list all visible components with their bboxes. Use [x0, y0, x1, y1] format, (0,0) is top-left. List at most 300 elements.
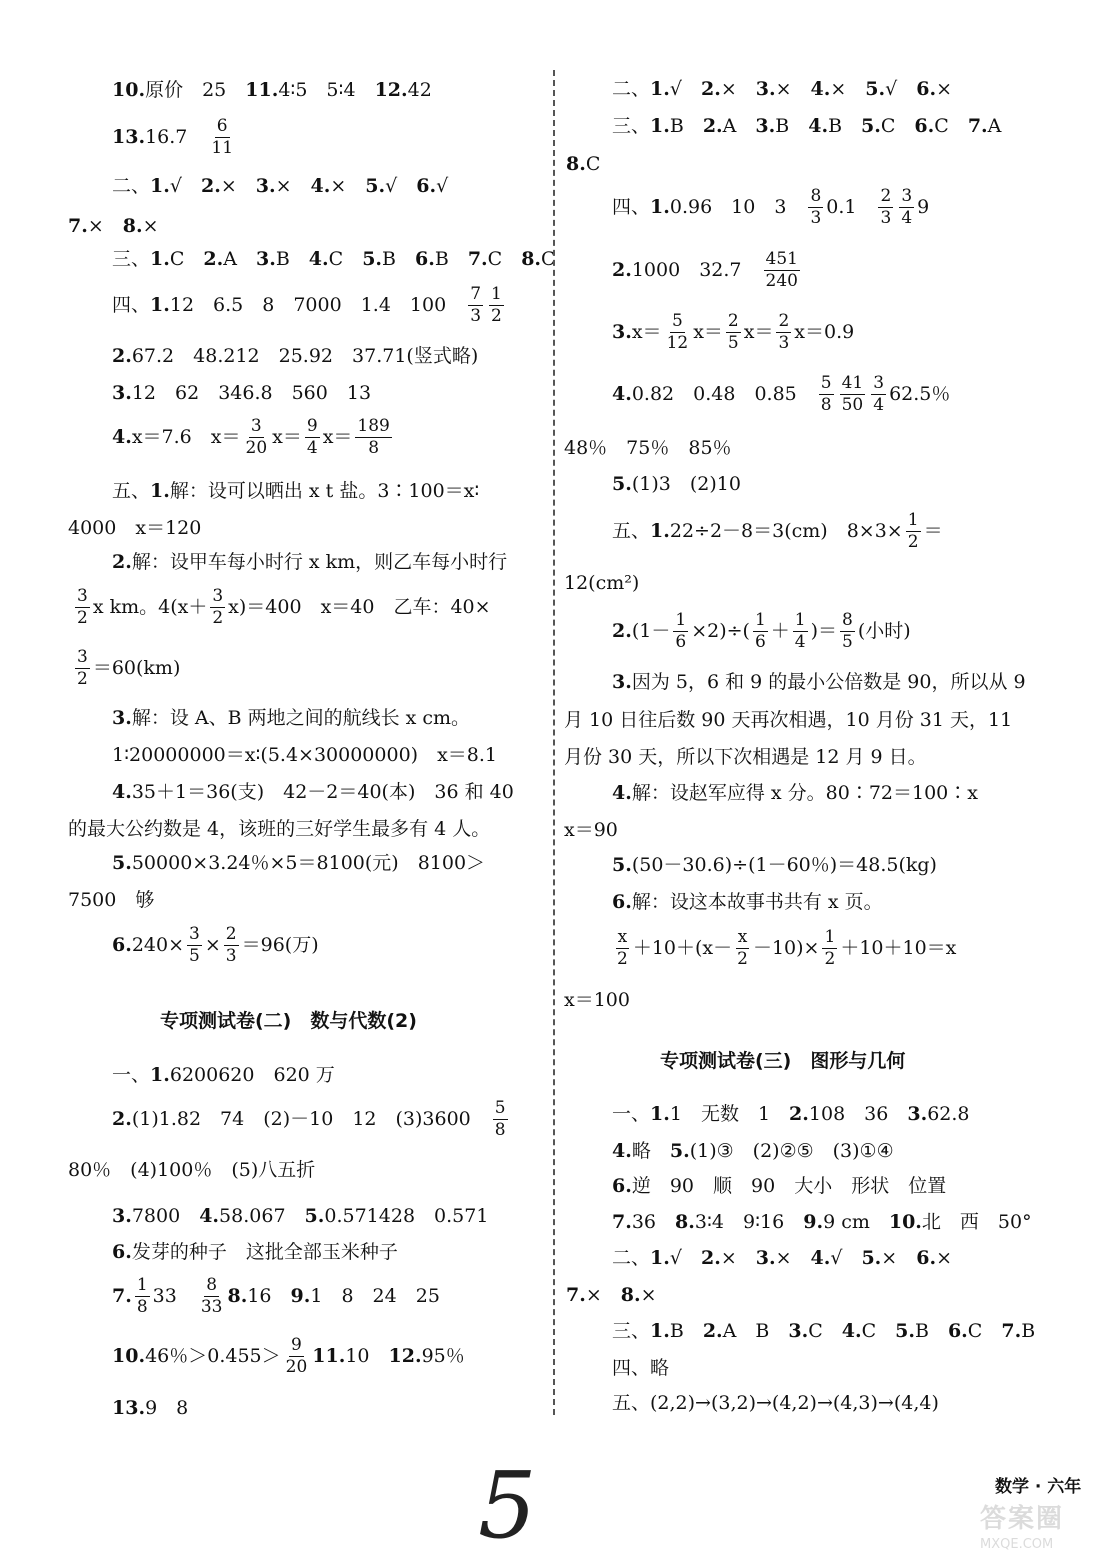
fraction-numerator: 3 [77, 647, 88, 667]
question-number: 2. [702, 1319, 723, 1342]
answer-line [72, 649, 180, 688]
question-number: 7. [467, 247, 488, 270]
fraction-numerator: 41 [841, 373, 864, 393]
fraction-denominator: 8 [820, 395, 832, 415]
answer-text: 四、略 [612, 1356, 670, 1379]
question-number: 7. [967, 114, 988, 137]
question-number: 3. [255, 247, 276, 270]
fraction-numerator: 451 [765, 249, 798, 269]
answer-text: 的最大公约数是 4，该班的三好学生最多有 4 人。 [68, 817, 491, 840]
fraction-numerator: x [617, 927, 628, 947]
answer-line [68, 518, 201, 538]
answer-text: 50000×3.24％×5＝8100(元) 8100＞ [131, 851, 486, 874]
fraction-denominator: 5 [842, 632, 853, 652]
answer-text: × [585, 1283, 621, 1306]
question-number: 4. [808, 114, 829, 137]
answer-text: 发芽的种子 这批全部玉米种子 [131, 1240, 398, 1263]
fraction [819, 375, 834, 414]
question-number: 3. [112, 381, 132, 404]
answer-text: 58.067 [219, 1204, 305, 1227]
answer-line [112, 926, 319, 965]
answer-text: x＝ [322, 426, 353, 448]
answer-text: × [775, 77, 811, 100]
question-number: 5. [304, 1204, 325, 1227]
fraction [822, 929, 837, 968]
answer-line [612, 612, 911, 651]
question-number: 1. [650, 1102, 670, 1125]
answer-text: 33 [152, 1285, 196, 1307]
fraction-denominator: 4 [901, 208, 913, 228]
question-number: 10. [112, 1345, 146, 1367]
fraction-numerator: 5 [494, 1098, 506, 1118]
answer-text: x＝90 [564, 818, 618, 841]
answer-text: C [934, 114, 968, 137]
answer-line [112, 1277, 440, 1316]
question-number: 6. [112, 1240, 132, 1263]
fraction-denominator: 240 [765, 271, 798, 291]
answer-text: x＝7.6 x＝ [131, 426, 241, 448]
question-number: 11. [312, 1345, 346, 1367]
fraction-numerator: 2 [880, 186, 892, 206]
question-number: 1. [650, 520, 670, 542]
answer-text: 北 西 50° [921, 1210, 1032, 1233]
fraction [224, 926, 239, 965]
question-number: 2. [112, 344, 132, 367]
fraction-denominator: 8 [368, 438, 380, 458]
answer-line [112, 745, 497, 765]
answer-text: 1 8 24 25 [310, 1285, 440, 1307]
fraction [135, 1277, 150, 1316]
answer-text: C [585, 152, 601, 175]
fraction [793, 612, 808, 651]
question-number: 6. [947, 1319, 968, 1342]
answer-text: 二、 [612, 77, 651, 100]
question-number: 1. [650, 1319, 670, 1342]
answer-line [68, 1160, 315, 1180]
fraction-numerator: 3 [189, 924, 200, 944]
answer-text: 12 6.5 8 7000 1.4 100 [169, 294, 466, 316]
question-number: 3. [755, 114, 776, 137]
answer-text: 解：设这本故事书共有 x 页。 [631, 890, 883, 913]
answer-line [112, 80, 432, 100]
answer-line [72, 588, 491, 627]
fraction-numerator: 3 [212, 586, 224, 606]
answer-line [612, 375, 950, 414]
fraction-numerator: 7 [470, 284, 482, 304]
answer-text: 4000 x＝120 [68, 516, 202, 539]
question-number: 8. [521, 247, 542, 270]
fraction [899, 188, 914, 227]
fraction [210, 588, 225, 627]
answer-text: 42 [407, 78, 432, 101]
question-number: 2. [112, 1108, 132, 1130]
answer-text: 三、 [612, 114, 651, 137]
question-number: 2. [700, 1246, 721, 1269]
answer-text: × [640, 1283, 657, 1306]
fraction-denominator: 2 [212, 608, 224, 628]
answer-text: x＝ [743, 321, 774, 343]
answer-line [68, 890, 154, 910]
question-number: 4. [810, 77, 831, 100]
answer-text: x)＝400 x＝40 乙车：40× [228, 596, 491, 618]
fraction [665, 313, 691, 352]
question-number: 7. [612, 1210, 632, 1233]
fraction-denominator: 3 [225, 946, 237, 966]
answer-text: x＝ [631, 321, 662, 343]
answer-line [112, 1100, 511, 1139]
answer-text: 解：设甲车每小时行 x km，则乙车每小时行 [131, 550, 508, 573]
answer-text: × [775, 1246, 811, 1269]
answer-text: √ [669, 77, 701, 100]
question-number: 7. [1001, 1319, 1022, 1342]
answer-text: 46％＞0.455＞ [145, 1345, 281, 1367]
answer-text: B [669, 114, 703, 137]
answer-text: 240× [131, 934, 185, 956]
question-number: 1. [650, 114, 670, 137]
answer-text: (50－30.6)÷(1－60％)＝48.5(kg) [631, 853, 937, 876]
answer-text: x＝0.9 [794, 321, 855, 343]
answer-line [112, 1206, 488, 1226]
fraction-denominator: 2 [824, 949, 836, 969]
fraction-numerator: 1 [491, 284, 502, 304]
watermark-url: MXQE.COM [980, 1537, 1054, 1552]
fraction [726, 313, 741, 352]
answer-line [564, 438, 732, 458]
answer-text: 二、 [112, 174, 151, 197]
answer-text: ＋ [770, 620, 790, 642]
answer-text: √ [385, 174, 417, 197]
question-number: 2. [612, 259, 632, 281]
question-number: 6. [612, 1174, 632, 1197]
answer-text: (1)3 (2)10 [631, 472, 741, 495]
fraction [209, 118, 235, 157]
answer-text: 7500 够 [68, 888, 155, 911]
question-number: 1. [150, 1063, 170, 1086]
fraction-numerator: 3 [250, 416, 262, 436]
answer-text: 48％ 75％ 85％ [564, 436, 732, 459]
answer-text: 9 [917, 196, 930, 218]
answer-text: B [775, 114, 809, 137]
answer-text: 二、 [612, 1246, 651, 1269]
fraction-denominator: 3 [810, 208, 822, 228]
question-number: 8. [620, 1283, 641, 1306]
fraction-numerator: 8 [810, 186, 822, 206]
question-number: 7. [566, 1283, 586, 1306]
question-number: 3. [907, 1102, 928, 1125]
answer-text: × [142, 214, 159, 237]
fraction [187, 926, 202, 965]
answer-line [612, 313, 854, 352]
fraction-denominator: 2 [617, 949, 628, 969]
answer-text: 四、 [112, 294, 151, 316]
answer-text: B [275, 247, 309, 270]
fraction-numerator: 1 [907, 510, 919, 530]
answer-text: 3∶4 9∶16 [694, 1210, 804, 1233]
question-number: 6. [416, 174, 437, 197]
answer-text: C [169, 247, 204, 270]
answer-text: 9 cm [823, 1210, 889, 1233]
question-number: 8. [122, 214, 143, 237]
answer-text: )＝ [810, 620, 838, 642]
answer-text: 月 10 日往后数 90 天再次相遇，10 月份 31 天，11 [564, 708, 1013, 731]
fraction [244, 418, 270, 457]
answer-text: B [828, 114, 862, 137]
fraction-denominator: 2 [907, 532, 919, 552]
answer-text: 三、 [112, 247, 151, 270]
answer-text: 108 36 [808, 1102, 908, 1125]
fraction [871, 375, 886, 414]
answer-line [566, 154, 600, 174]
answer-text: (小时) [857, 620, 911, 642]
question-number: 5. [861, 114, 881, 137]
answer-text: x＝ [693, 321, 723, 343]
question-number: 2. [200, 174, 221, 197]
answer-text: 12 62 346.8 560 13 [131, 381, 372, 404]
answer-line [564, 747, 927, 767]
answer-text: × [720, 1246, 756, 1269]
answer-line [612, 474, 741, 494]
answer-line [112, 1065, 335, 1085]
answer-text: ＝96(万) [241, 934, 319, 956]
question-number: 6. [112, 934, 132, 956]
answer-line [112, 1242, 398, 1262]
answer-line [112, 346, 478, 366]
answer-line [612, 783, 978, 803]
answer-text: √ [830, 1246, 862, 1269]
question-number: 8. [227, 1285, 248, 1307]
question-number: 9. [290, 1285, 311, 1307]
question-number: 3. [755, 77, 776, 100]
answer-text: (1－ [631, 620, 671, 642]
question-number: 4. [810, 1246, 831, 1269]
question-number: 12. [374, 78, 408, 101]
answer-text: A [722, 114, 756, 137]
answer-line [564, 990, 630, 1010]
answer-line [612, 855, 937, 875]
fraction-numerator: 1 [754, 610, 766, 630]
fraction-numerator: 1 [136, 1275, 148, 1295]
answer-text: 0.82 0.48 0.85 [631, 383, 816, 405]
answer-text: ＋10＋10＝x [840, 937, 957, 959]
answer-line [612, 929, 956, 968]
answer-line [112, 383, 371, 403]
answer-text: 62.5％ [889, 383, 951, 405]
fraction-denominator: 6 [675, 632, 687, 652]
answer-text: (1)③ (2)②⑤ (3)①④ [689, 1139, 894, 1162]
answer-text: √ [669, 1246, 701, 1269]
answer-line [612, 1176, 946, 1196]
answer-line [612, 1212, 1032, 1232]
answer-line [566, 1285, 657, 1305]
fraction-denominator: 4 [873, 395, 885, 415]
fraction [615, 929, 630, 968]
answer-text: × [936, 77, 952, 100]
answer-line [612, 1141, 894, 1161]
page-number: 5 [478, 1452, 537, 1559]
fraction-denominator: 20 [285, 1357, 308, 1377]
question-number: 5. [861, 1246, 882, 1269]
answer-text: × [936, 1246, 952, 1269]
answer-line [112, 853, 485, 873]
fraction-denominator: 3 [470, 306, 482, 326]
fraction-numerator: 1 [824, 927, 836, 947]
fraction [735, 929, 750, 968]
question-number: 7. [68, 214, 88, 237]
footer-subject: 数学 · 六年 [995, 1477, 1082, 1497]
answer-line [564, 820, 618, 840]
fraction [764, 251, 800, 290]
answer-text: 逆 90 顺 90 大小 形状 位置 [631, 1174, 947, 1197]
answer-text: 四、 [612, 196, 651, 218]
fraction-numerator: 2 [778, 311, 790, 331]
fraction-numerator: 189 [357, 416, 390, 436]
fraction-denominator: 12 [666, 333, 689, 353]
question-number: 1. [150, 294, 170, 316]
answer-text: C [880, 114, 915, 137]
fraction-numerator: 8 [842, 610, 853, 630]
answer-text: × [881, 1246, 917, 1269]
answer-text: 9 8 [145, 1396, 189, 1419]
answer-line [612, 251, 803, 290]
answer-line [112, 249, 556, 269]
answer-text: × [720, 77, 756, 100]
answer-text: A [987, 114, 1002, 137]
fraction [199, 1277, 225, 1316]
question-number: 13. [112, 1396, 146, 1419]
fraction-denominator: 5 [189, 946, 200, 966]
answer-text: x＝ [272, 426, 302, 448]
fraction-denominator: 4 [794, 632, 806, 652]
question-number: 3. [612, 670, 632, 693]
question-number: 4. [112, 780, 132, 803]
watermark [980, 1498, 1105, 1552]
answer-line [612, 116, 1001, 136]
question-number: 1. [150, 174, 170, 197]
answer-text: 三、 [612, 1319, 651, 1342]
fraction [906, 512, 921, 551]
fraction-denominator: 3 [880, 208, 892, 228]
question-number: 4. [612, 1139, 632, 1162]
question-number: 12. [388, 1345, 422, 1367]
answer-text: 0.1 [826, 196, 876, 218]
answer-text: 解：设赵军应得 x 分。80∶72＝100∶x [631, 781, 978, 804]
question-number: 4. [199, 1204, 220, 1227]
question-number: 10. [112, 78, 146, 101]
answer-line [612, 188, 929, 227]
answer-line [612, 79, 952, 99]
question-number: 6. [916, 77, 937, 100]
answer-text: 解：设 A、B 两地之间的航线长 x cm。 [131, 706, 471, 729]
answer-text: 95％ [421, 1345, 465, 1367]
fraction-denominator: 11 [211, 138, 234, 158]
question-number: 4. [310, 174, 331, 197]
fraction-denominator: 3 [778, 333, 790, 353]
question-number: 2. [700, 77, 721, 100]
answer-text: √ [436, 174, 449, 197]
answer-text: 1 无数 1 [669, 1102, 790, 1125]
answer-line [112, 176, 448, 196]
answer-line [612, 672, 1026, 692]
fraction-denominator: 4 [306, 438, 318, 458]
answer-text: 一、 [112, 1063, 151, 1086]
fraction-denominator: 2 [491, 306, 502, 326]
fraction [878, 188, 893, 227]
fraction-denominator: 8 [494, 1120, 506, 1140]
answer-text: 因为 5，6 和 9 的最小公倍数是 90，所以从 9 [631, 670, 1026, 693]
question-number: 3. [755, 1246, 776, 1269]
question-number: 2. [612, 620, 632, 642]
fraction-numerator: 5 [671, 311, 683, 331]
answer-text: 1∶20000000＝x∶(5.4×30000000) x＝8.1 [112, 743, 498, 766]
answer-line [612, 1321, 1035, 1341]
fraction-denominator: 2 [77, 608, 88, 628]
answer-line [112, 418, 395, 457]
question-number: 5. [865, 77, 886, 100]
question-number: 4. [612, 383, 632, 405]
answer-text: × [275, 174, 311, 197]
answer-line [68, 819, 490, 839]
question-number: 3. [112, 706, 132, 729]
answer-text: C [967, 1319, 1002, 1342]
answer-text: 0.571428 0.571 [324, 1204, 489, 1227]
fraction-numerator: 1 [794, 610, 806, 630]
question-number: 6. [415, 247, 435, 270]
answer-text: 6200620 620 万 [169, 1063, 335, 1086]
question-number: 3. [112, 1204, 132, 1227]
column-divider [553, 70, 555, 1415]
answer-text: C [541, 247, 556, 270]
question-number: 3. [788, 1319, 809, 1342]
question-number: 2. [203, 247, 224, 270]
question-number: 10. [888, 1210, 922, 1233]
answer-text: 略 [631, 1139, 670, 1162]
answer-text: √ [169, 174, 201, 197]
answer-line [112, 481, 479, 501]
fraction [489, 286, 504, 325]
answer-text: 原价 25 [145, 78, 246, 101]
answer-line [112, 1337, 465, 1376]
answer-text: －10)× [752, 937, 820, 959]
fraction-denominator: 8 [136, 1297, 148, 1317]
answer-text: √ [885, 77, 917, 100]
answer-text: B [382, 247, 415, 270]
answer-text: × [330, 174, 366, 197]
question-number: 3. [612, 321, 632, 343]
fraction [776, 313, 791, 352]
fraction-numerator: 9 [291, 1335, 302, 1355]
question-number: 2. [702, 114, 723, 137]
answer-line [112, 782, 514, 802]
answer-text: x＝100 [564, 988, 630, 1011]
question-number: 1. [150, 247, 170, 270]
answer-line [612, 512, 943, 551]
answer-text: 五、 [612, 520, 651, 542]
section-heading-left: 专项测试卷(二) 数与代数(2) [160, 1010, 417, 1032]
answer-text: × [830, 77, 866, 100]
answer-line [612, 1104, 970, 1124]
fraction [840, 612, 855, 651]
fraction-numerator: x [737, 927, 748, 947]
fraction-numerator: 2 [225, 924, 237, 944]
answer-text: 67.2 48.212 25.92 37.71(竖式略) [131, 344, 479, 367]
fraction-denominator: 33 [200, 1297, 223, 1317]
fraction [673, 612, 688, 651]
answer-text: 12(cm²) [564, 571, 640, 594]
fraction-numerator: 2 [727, 311, 739, 331]
answer-line [112, 552, 507, 572]
fraction-denominator: 50 [841, 395, 864, 415]
answer-text: C [861, 1319, 896, 1342]
